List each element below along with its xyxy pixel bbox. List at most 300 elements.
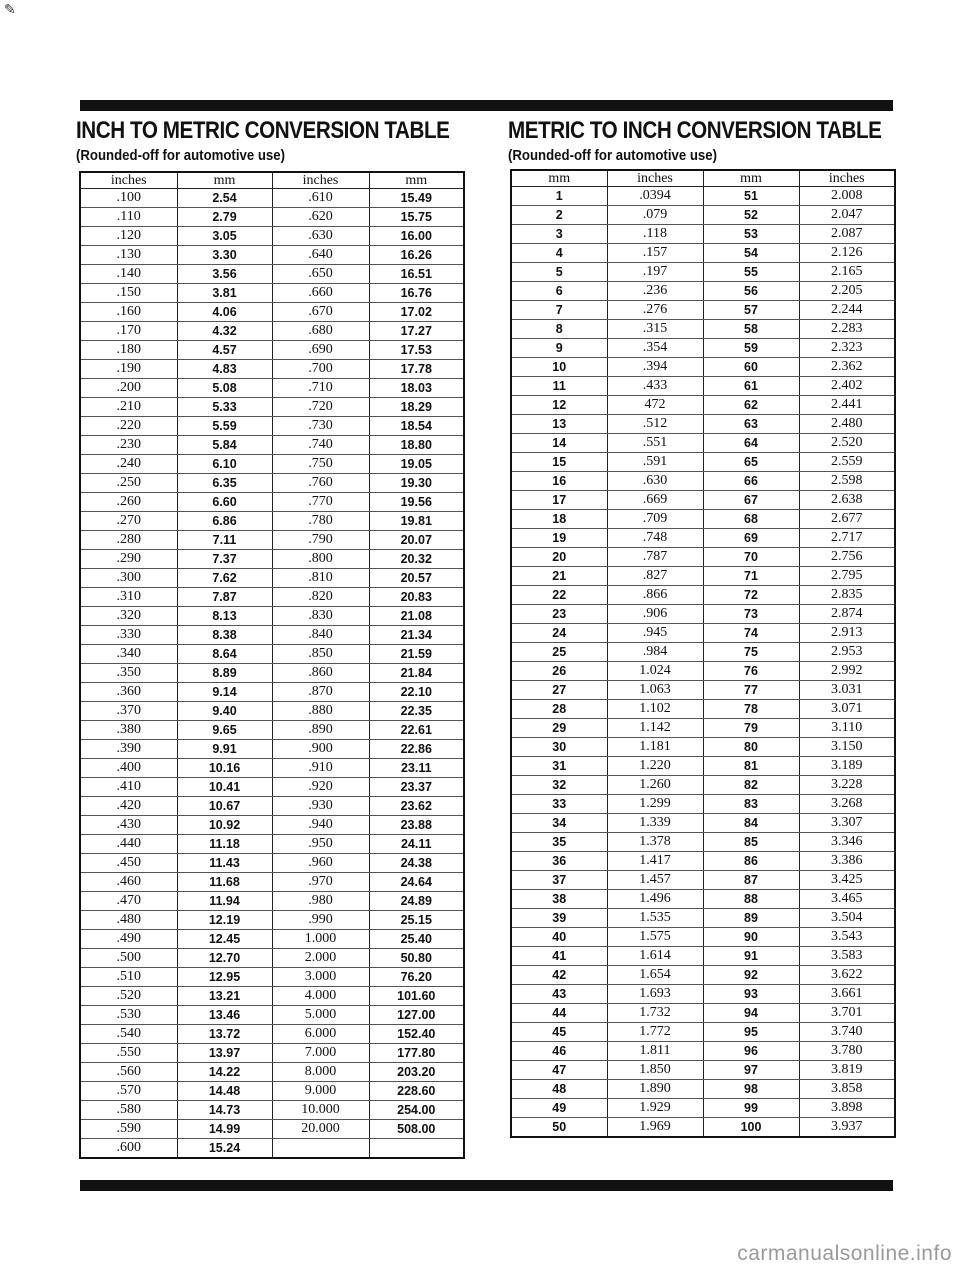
- table-row: [80, 341, 464, 360]
- table-cell: .354: [607, 339, 703, 358]
- table-cell: 42: [511, 966, 607, 985]
- table-cell: 2.008: [799, 187, 895, 206]
- table-cell: 8.000: [272, 1063, 369, 1082]
- table-cell: .530: [80, 1006, 177, 1025]
- table-cell: .660: [272, 284, 369, 303]
- table-row: [511, 1004, 895, 1023]
- table-row: [80, 721, 464, 740]
- table-cell: 3: [511, 225, 607, 244]
- table-cell: 3.071: [799, 700, 895, 719]
- table-cell: 5.08: [177, 379, 272, 398]
- table-cell: 7.62: [177, 569, 272, 588]
- table-cell: 20: [511, 548, 607, 567]
- table-cell: 1.457: [607, 871, 703, 890]
- table-cell: .490: [80, 930, 177, 949]
- table-cell: .800: [272, 550, 369, 569]
- table-cell: .930: [272, 797, 369, 816]
- table-cell: 16.26: [369, 246, 464, 265]
- table-cell: 21: [511, 567, 607, 586]
- table-cell: .420: [80, 797, 177, 816]
- table-cell: .630: [607, 472, 703, 491]
- table-row: [511, 1099, 895, 1118]
- table-cell: .157: [607, 244, 703, 263]
- table-cell: 15.75: [369, 208, 464, 227]
- table-cell: 27: [511, 681, 607, 700]
- table-cell: 10.92: [177, 816, 272, 835]
- table-cell: 10.16: [177, 759, 272, 778]
- table-cell: .670: [272, 303, 369, 322]
- table-cell: 15: [511, 453, 607, 472]
- table-cell: 4.06: [177, 303, 272, 322]
- table-cell: 3.268: [799, 795, 895, 814]
- table-cell: 28: [511, 700, 607, 719]
- table-cell: .790: [272, 531, 369, 550]
- table-cell: 10: [511, 358, 607, 377]
- table-cell: 90: [703, 928, 799, 947]
- table-cell: 24.38: [369, 854, 464, 873]
- table-cell: .220: [80, 417, 177, 436]
- table-cell: .330: [80, 626, 177, 645]
- table-cell: 4.000: [272, 987, 369, 1006]
- table-cell: 2.677: [799, 510, 895, 529]
- table-cell: 1.024: [607, 662, 703, 681]
- table-cell: 86: [703, 852, 799, 871]
- table-cell: 19: [511, 529, 607, 548]
- table-cell: .760: [272, 474, 369, 493]
- table-row: [511, 491, 895, 510]
- table-row: [511, 548, 895, 567]
- table-cell: .140: [80, 265, 177, 284]
- table-cell: 17: [511, 491, 607, 510]
- table-cell: .960: [272, 854, 369, 873]
- table-cell: 3.05: [177, 227, 272, 246]
- table-header-row: [80, 172, 464, 189]
- table-row: [80, 246, 464, 265]
- table-cell: .410: [80, 778, 177, 797]
- table-cell: .560: [80, 1063, 177, 1082]
- table-cell: 25.40: [369, 930, 464, 949]
- table-cell: 1.102: [607, 700, 703, 719]
- table-row: [511, 1023, 895, 1042]
- table-cell: .390: [80, 740, 177, 759]
- table-cell: 11.43: [177, 854, 272, 873]
- table-cell: 15.24: [177, 1139, 272, 1159]
- table-cell: 19.30: [369, 474, 464, 493]
- metric-to-inch-table: [510, 169, 896, 1138]
- table-cell: .315: [607, 320, 703, 339]
- table-cell: 58: [703, 320, 799, 339]
- table-cell: .197: [607, 263, 703, 282]
- table-cell: .600: [80, 1139, 177, 1159]
- table-cell: .236: [607, 282, 703, 301]
- table-cell: 10.67: [177, 797, 272, 816]
- table-row: [511, 928, 895, 947]
- table-cell: 78: [703, 700, 799, 719]
- table-row: [511, 206, 895, 225]
- table-cell: .380: [80, 721, 177, 740]
- table-cell: .591: [607, 453, 703, 472]
- table-cell: 2.441: [799, 396, 895, 415]
- table-cell: 60: [703, 358, 799, 377]
- table-cell: 1.811: [607, 1042, 703, 1061]
- table-cell: 4.32: [177, 322, 272, 341]
- table-cell: .130: [80, 246, 177, 265]
- table-cell: 2.638: [799, 491, 895, 510]
- table-cell: .500: [80, 949, 177, 968]
- table-row: [511, 187, 895, 206]
- table-cell: .709: [607, 510, 703, 529]
- table-cell: 1.575: [607, 928, 703, 947]
- table-cell: 3.583: [799, 947, 895, 966]
- table-cell: 1.535: [607, 909, 703, 928]
- table-cell: 49: [511, 1099, 607, 1118]
- table-row: [511, 605, 895, 624]
- table-cell: 7.87: [177, 588, 272, 607]
- table-cell: .669: [607, 491, 703, 510]
- table-row: [511, 776, 895, 795]
- table-cell: 65: [703, 453, 799, 472]
- table-cell: 2.953: [799, 643, 895, 662]
- metric-to-inch-panel: [508, 116, 894, 1134]
- table-cell: .276: [607, 301, 703, 320]
- table-cell: 85: [703, 833, 799, 852]
- table-cell: 5.84: [177, 436, 272, 455]
- table-cell: .079: [607, 206, 703, 225]
- table-cell: 1.693: [607, 985, 703, 1004]
- table-cell: 56: [703, 282, 799, 301]
- table-row: [80, 892, 464, 911]
- table-row: [80, 1120, 464, 1139]
- table-cell: 1.890: [607, 1080, 703, 1099]
- table-cell: 5: [511, 263, 607, 282]
- table-cell: 75: [703, 643, 799, 662]
- table-row: [80, 816, 464, 835]
- table-cell: 89: [703, 909, 799, 928]
- table-cell: 2.165: [799, 263, 895, 282]
- table-cell: .210: [80, 398, 177, 417]
- table-row: [511, 567, 895, 586]
- table-cell: .100: [80, 189, 177, 208]
- table-cell: .906: [607, 605, 703, 624]
- table-row: [80, 626, 464, 645]
- table-cell: 6.35: [177, 474, 272, 493]
- table-cell: 87: [703, 871, 799, 890]
- table-row: [80, 949, 464, 968]
- table-cell: .180: [80, 341, 177, 360]
- table-row: [511, 681, 895, 700]
- table-cell: 2.795: [799, 567, 895, 586]
- table-cell: 26: [511, 662, 607, 681]
- table-cell: .320: [80, 607, 177, 626]
- table-cell: 8: [511, 320, 607, 339]
- table-cell: 2.598: [799, 472, 895, 491]
- table-row: [80, 987, 464, 1006]
- table-cell: .280: [80, 531, 177, 550]
- table-cell: 17.02: [369, 303, 464, 322]
- table-cell: 45: [511, 1023, 607, 1042]
- table-cell: 79: [703, 719, 799, 738]
- table-cell: .610: [272, 189, 369, 208]
- table-cell: 3.031: [799, 681, 895, 700]
- table-row: [511, 263, 895, 282]
- table-cell: 1.929: [607, 1099, 703, 1118]
- table-cell: 5.000: [272, 1006, 369, 1025]
- table-cell: 21.84: [369, 664, 464, 683]
- table-row: [80, 930, 464, 949]
- table-cell: .150: [80, 284, 177, 303]
- table-cell: 2.480: [799, 415, 895, 434]
- table-cell: 11: [511, 377, 607, 396]
- table-cell: .890: [272, 721, 369, 740]
- table-cell: 46: [511, 1042, 607, 1061]
- table-row: [80, 398, 464, 417]
- table-cell: .160: [80, 303, 177, 322]
- table-cell: 1.378: [607, 833, 703, 852]
- table-cell: 21.34: [369, 626, 464, 645]
- table-row: [80, 797, 464, 816]
- table-cell: 14: [511, 434, 607, 453]
- table-cell: .570: [80, 1082, 177, 1101]
- table-cell: 2.244: [799, 301, 895, 320]
- table-cell: 1.732: [607, 1004, 703, 1023]
- table-cell: .690: [272, 341, 369, 360]
- table-cell: 3.307: [799, 814, 895, 833]
- table-cell: 51: [703, 187, 799, 206]
- table-row: [80, 436, 464, 455]
- table-cell: 152.40: [369, 1025, 464, 1044]
- table-row: [80, 512, 464, 531]
- table-row: [511, 1080, 895, 1099]
- table-cell: 14.73: [177, 1101, 272, 1120]
- table-cell: .620: [272, 208, 369, 227]
- table-cell: .551: [607, 434, 703, 453]
- table-cell: 63: [703, 415, 799, 434]
- table-cell: 2.000: [272, 949, 369, 968]
- table-cell: .770: [272, 493, 369, 512]
- table-row: [511, 814, 895, 833]
- table-cell: .830: [272, 607, 369, 626]
- table-cell: 3.386: [799, 852, 895, 871]
- table-row: [511, 985, 895, 1004]
- table-row: [80, 873, 464, 892]
- table-row: [511, 510, 895, 529]
- table-row: [511, 377, 895, 396]
- metric-to-inch-title: METRIC TO INCH CONVERSION TABLE: [508, 117, 882, 144]
- table-cell: 8.89: [177, 664, 272, 683]
- table-row: [80, 417, 464, 436]
- table-cell: .950: [272, 835, 369, 854]
- table-cell: .340: [80, 645, 177, 664]
- table-cell: 33: [511, 795, 607, 814]
- table-cell: .970: [272, 873, 369, 892]
- table-cell: 64: [703, 434, 799, 453]
- table-cell: .270: [80, 512, 177, 531]
- table-cell: 9.14: [177, 683, 272, 702]
- table-cell: 7.000: [272, 1044, 369, 1063]
- table-row: [511, 871, 895, 890]
- table-cell: 472: [607, 396, 703, 415]
- table-cell: 228.60: [369, 1082, 464, 1101]
- table-cell: 3.504: [799, 909, 895, 928]
- table-cell: 16: [511, 472, 607, 491]
- table-cell: 23: [511, 605, 607, 624]
- table-cell: 13.21: [177, 987, 272, 1006]
- table-cell: 22.35: [369, 702, 464, 721]
- table-cell: 17.27: [369, 322, 464, 341]
- table-cell: 9.91: [177, 740, 272, 759]
- table-cell: 10.000: [272, 1101, 369, 1120]
- table-row: [80, 227, 464, 246]
- table-cell: 83: [703, 795, 799, 814]
- table-row: [511, 719, 895, 738]
- table-cell: 7.37: [177, 550, 272, 569]
- table-cell: 1.772: [607, 1023, 703, 1042]
- table-cell: 1.299: [607, 795, 703, 814]
- table-cell: .470: [80, 892, 177, 911]
- watermark: carmanualsonline.info: [737, 1242, 952, 1265]
- table-row: [80, 322, 464, 341]
- column-header-mm: mm: [703, 170, 799, 187]
- table-cell: 6.60: [177, 493, 272, 512]
- table-cell: 11.94: [177, 892, 272, 911]
- table-cell: 19.05: [369, 455, 464, 474]
- table-cell: .200: [80, 379, 177, 398]
- column-header-mm: mm: [511, 170, 607, 187]
- column-header-inches: inches: [799, 170, 895, 187]
- table-cell: 3.740: [799, 1023, 895, 1042]
- table-row: [80, 493, 464, 512]
- table-cell: 59: [703, 339, 799, 358]
- table-cell: 67: [703, 491, 799, 510]
- table-cell: 15.49: [369, 189, 464, 208]
- table-cell: 74: [703, 624, 799, 643]
- table-cell: 3.898: [799, 1099, 895, 1118]
- table-cell: 254.00: [369, 1101, 464, 1120]
- table-cell: 20.000: [272, 1120, 369, 1139]
- table-cell: 16.00: [369, 227, 464, 246]
- table-cell: 2.402: [799, 377, 895, 396]
- table-cell: 55: [703, 263, 799, 282]
- table-cell: 12.45: [177, 930, 272, 949]
- table-cell: 7.11: [177, 531, 272, 550]
- table-cell: 14.48: [177, 1082, 272, 1101]
- table-row: [80, 1044, 464, 1063]
- table-row: [511, 339, 895, 358]
- table-row: [511, 282, 895, 301]
- table-row: [511, 225, 895, 244]
- table-cell: 39: [511, 909, 607, 928]
- table-cell: 12.19: [177, 911, 272, 930]
- column-header-inches: inches: [607, 170, 703, 187]
- table-cell: 2.205: [799, 282, 895, 301]
- table-cell: 1.220: [607, 757, 703, 776]
- table-row: [80, 835, 464, 854]
- table-row: [511, 852, 895, 871]
- table-cell: 1: [511, 187, 607, 206]
- table-cell: 40: [511, 928, 607, 947]
- table-row: [80, 379, 464, 398]
- table-cell: 24.11: [369, 835, 464, 854]
- table-row: [80, 284, 464, 303]
- table-cell: 2.126: [799, 244, 895, 263]
- table-row: [80, 455, 464, 474]
- table-cell: 19.81: [369, 512, 464, 531]
- table-cell: .920: [272, 778, 369, 797]
- table-row: [80, 1139, 464, 1159]
- table-cell: 9: [511, 339, 607, 358]
- table-row: [80, 569, 464, 588]
- inch-to-metric-title: INCH TO METRIC CONVERSION TABLE: [76, 117, 450, 144]
- table-cell: 2.323: [799, 339, 895, 358]
- table-cell: 12: [511, 396, 607, 415]
- table-cell: 1.142: [607, 719, 703, 738]
- table-cell: .310: [80, 588, 177, 607]
- table-cell: .910: [272, 759, 369, 778]
- table-cell: 11.68: [177, 873, 272, 892]
- table-row: [511, 795, 895, 814]
- table-row: [80, 265, 464, 284]
- table-cell: 20.07: [369, 531, 464, 550]
- table-cell: .990: [272, 911, 369, 930]
- table-row: [80, 588, 464, 607]
- table-cell: 37: [511, 871, 607, 890]
- table-cell: .110: [80, 208, 177, 227]
- table-cell: .290: [80, 550, 177, 569]
- table-cell: 2.559: [799, 453, 895, 472]
- table-cell: 3.543: [799, 928, 895, 947]
- table-cell: 1.063: [607, 681, 703, 700]
- table-row: [511, 320, 895, 339]
- table-cell: 2.362: [799, 358, 895, 377]
- table-cell: 84: [703, 814, 799, 833]
- table-cell: .700: [272, 360, 369, 379]
- table-cell: 3.81: [177, 284, 272, 303]
- table-row: [80, 607, 464, 626]
- table-cell: 5.59: [177, 417, 272, 436]
- table-cell: 71: [703, 567, 799, 586]
- table-cell: 22: [511, 586, 607, 605]
- table-cell: .880: [272, 702, 369, 721]
- table-cell: 13.46: [177, 1006, 272, 1025]
- table-cell: 2: [511, 206, 607, 225]
- table-row: [511, 396, 895, 415]
- table-cell: 3.622: [799, 966, 895, 985]
- table-cell: 14.22: [177, 1063, 272, 1082]
- table-cell: 1.654: [607, 966, 703, 985]
- table-row: [511, 1042, 895, 1061]
- table-row: [80, 1025, 464, 1044]
- table-cell: 177.80: [369, 1044, 464, 1063]
- table-cell: 3.819: [799, 1061, 895, 1080]
- table-cell: 8.64: [177, 645, 272, 664]
- table-cell: 21.59: [369, 645, 464, 664]
- table-cell: 29: [511, 719, 607, 738]
- table-row: [80, 1101, 464, 1120]
- table-cell: 3.30: [177, 246, 272, 265]
- table-cell: 38: [511, 890, 607, 909]
- table-row: [80, 303, 464, 322]
- table-cell: .827: [607, 567, 703, 586]
- table-row: [80, 550, 464, 569]
- table-row: [511, 966, 895, 985]
- table-cell: 1.260: [607, 776, 703, 795]
- table-cell: 81: [703, 757, 799, 776]
- table-cell: 68: [703, 510, 799, 529]
- table-cell: 22.10: [369, 683, 464, 702]
- table-row: [80, 759, 464, 778]
- table-cell: 53: [703, 225, 799, 244]
- table-row: [80, 208, 464, 227]
